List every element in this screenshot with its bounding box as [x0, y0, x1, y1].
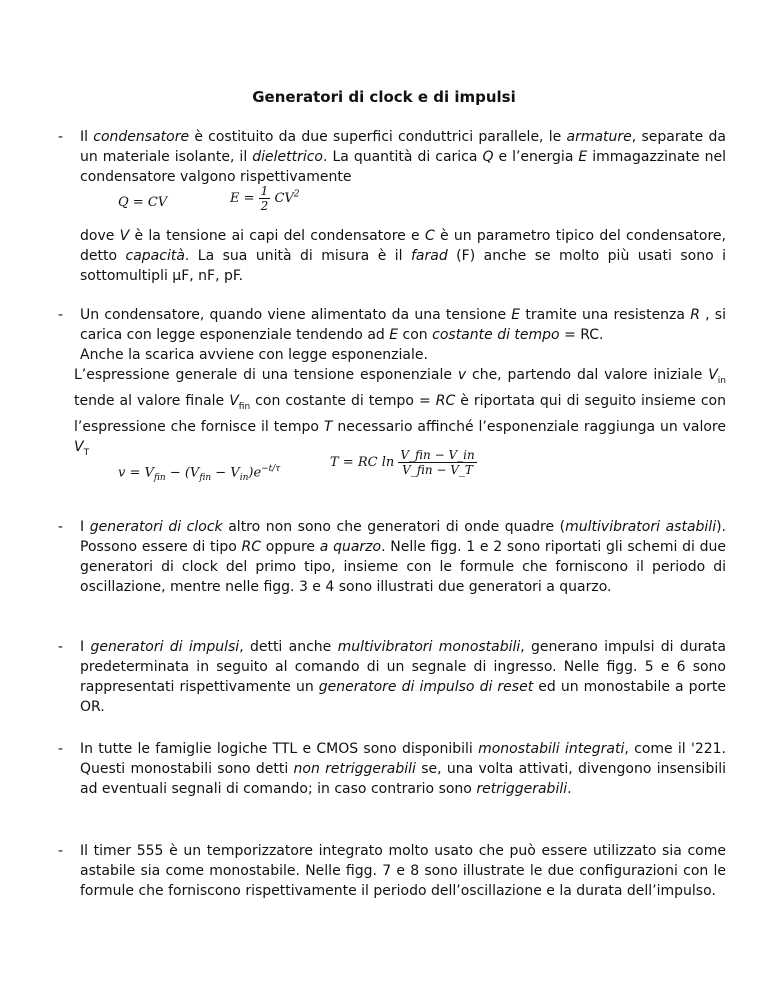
text: L’espressione generale di una tensione esponenziale: [74, 367, 458, 383]
subscript: T: [83, 447, 90, 458]
subscript: in: [239, 472, 249, 483]
text: altro non sono che generatori di onde quadre (: [222, 519, 566, 535]
formula-part: v = V: [118, 465, 154, 481]
formula-part: − (V: [165, 465, 200, 481]
text: , generano impulsi di durata predeterminata in seguito al comando di un segnale di ingresso. Nelle figg. 5 e 6 sono rappresentati rispettivamente un: [80, 639, 726, 695]
term: farad: [411, 248, 448, 264]
paragraph-condensatore: [58, 127, 726, 187]
paragraph-monostabili: [58, 739, 726, 799]
symbol: E: [511, 307, 521, 323]
text: . Nelle figg. 1 e 2 sono riportati gli schemi di due generatori di clock del primo tipo, insieme con le formule che forniscono il periodo di oscillazione, mentre nelle figg. 3 e 4 sono illustrati due generatori a quarzo.: [80, 539, 726, 595]
symbol: R: [690, 307, 700, 323]
text: oppure: [261, 539, 320, 555]
term: a quarzo: [319, 539, 382, 555]
text: Il: [80, 129, 94, 145]
fraction: [259, 184, 271, 213]
term: dielettrico: [252, 149, 323, 165]
symbol: V: [229, 392, 239, 409]
symbol: Q: [482, 149, 494, 165]
numerator: V_fin − V_in: [400, 448, 475, 462]
symbol: V: [74, 438, 84, 455]
formula-part: − V: [211, 465, 240, 481]
text: tramite una resistenza: [520, 307, 691, 323]
paragraph-impulsi: [58, 637, 726, 717]
formula-part: E =: [230, 191, 255, 206]
text: = RC.: [559, 327, 604, 343]
page-title: Generatori di clock e di impulsi: [252, 88, 516, 106]
symbol: E: [389, 327, 399, 343]
text: con: [398, 327, 433, 343]
symbol: V: [119, 228, 130, 244]
text: I: [80, 519, 90, 535]
term: retriggerabili: [476, 781, 568, 797]
fraction: [398, 448, 476, 477]
formula-energy: [230, 184, 300, 213]
formula-charge: Q = CV: [118, 195, 168, 210]
paragraph-clock: [58, 517, 726, 597]
text: con costante di tempo =: [250, 392, 436, 409]
term: generatore di impulso di reset: [318, 679, 534, 695]
text: ed un monostabile a porte OR.: [80, 679, 726, 715]
text: tende al valore finale: [74, 392, 230, 409]
denominator: V_fin − V_T: [402, 463, 473, 477]
text: ). Possono essere di tipo: [80, 519, 726, 555]
formula-exponential: [118, 464, 280, 483]
text: .: [567, 781, 572, 797]
bullet-dash: -: [58, 129, 64, 145]
text: , detti anche: [239, 639, 338, 655]
formula-part: CV: [274, 191, 294, 206]
symbol: T: [323, 418, 333, 435]
exponent: −t/τ: [261, 464, 281, 474]
text: . La quantità di carica: [323, 149, 483, 165]
term: armature: [566, 129, 632, 145]
text: è riportata qui di seguito insieme con l’espressione che fornisce il tempo: [74, 392, 726, 435]
term: multivibratori monostabili: [337, 639, 521, 655]
formula-part: )e: [248, 465, 262, 481]
symbol: C: [424, 228, 435, 244]
text: è un parametro tipico del condensatore, detto: [80, 228, 726, 264]
bullet-dash: -: [58, 307, 64, 323]
subscript: in: [717, 375, 726, 386]
term: condensatore: [93, 129, 190, 145]
term: generatori di clock: [89, 519, 223, 535]
term: capacità: [125, 248, 185, 264]
text: dove: [80, 228, 120, 244]
bullet-dash: -: [58, 519, 64, 535]
text: Anche la scarica avviene con legge esponenziale.: [80, 347, 428, 363]
bullet-dash: -: [58, 843, 64, 859]
symbol: v: [457, 367, 467, 383]
bullet-dash: -: [58, 639, 64, 655]
numerator: 1: [260, 184, 269, 198]
symbol: E: [578, 149, 588, 165]
symbol: V: [708, 367, 718, 383]
bullet-dash: -: [58, 741, 64, 757]
text: se, una volta attivati, divengono insensibili ad eventuali segnali di comando; in caso contrario sono: [80, 761, 726, 797]
text: , separate da un materiale isolante, il: [80, 129, 726, 165]
text: (F) anche se molto più usati sono i sottomultipli μF, nF, pF.: [80, 248, 726, 284]
text: è la tensione ai capi del condensatore e: [129, 228, 425, 244]
symbol: RC: [435, 392, 456, 409]
text: è costituito da due superfici conduttrici parallele, le: [189, 129, 567, 145]
subscript: fin: [153, 472, 166, 483]
text: Il timer 555 è un temporizzatore integrato molto usato che può essere utilizzato sia come astabile sia come monostabile. Nelle figg. 7 e 8 sono illustrate le due configurazioni con le formule che forniscono rispettivamente il periodo dell’oscillazione e la durata dell’impulso.: [80, 843, 726, 899]
paragraph-timer-555: [58, 841, 726, 901]
text: necessario affinché l’esponenziale raggiunga un valore: [332, 418, 726, 435]
subscript: fin: [238, 401, 251, 412]
term: RC: [241, 539, 262, 555]
text: I: [80, 639, 91, 655]
denominator: 2: [260, 199, 269, 213]
text: e l’energia: [493, 149, 579, 165]
subscript: fin: [199, 472, 212, 483]
term: monostabili integrati: [478, 741, 625, 757]
term: generatori di impulsi: [90, 639, 240, 655]
formula-part: T = RC ln: [330, 455, 395, 470]
paragraph-carica: [58, 305, 726, 462]
term: multivibratori astabili: [565, 519, 717, 535]
formula-time: [330, 448, 477, 477]
term: costante di tempo: [432, 327, 560, 343]
text: , si carica con legge esponenziale tendendo ad: [80, 307, 726, 343]
text: , come il '221. Questi monostabili sono detti: [80, 741, 726, 777]
text: Un condensatore, quando viene alimentato da una tensione: [80, 307, 512, 323]
exponent: 2: [293, 189, 300, 200]
text: In tutte le famiglie logiche TTL e CMOS sono disponibili: [80, 741, 479, 757]
paragraph-capacita: [58, 226, 726, 286]
term: non retriggerabili: [293, 761, 416, 777]
text: che, partendo dal valore iniziale: [466, 367, 709, 383]
text: . La sua unità di misura è il: [184, 248, 411, 264]
text: immagazzinate nel condensatore valgono rispettivamente: [80, 149, 726, 185]
